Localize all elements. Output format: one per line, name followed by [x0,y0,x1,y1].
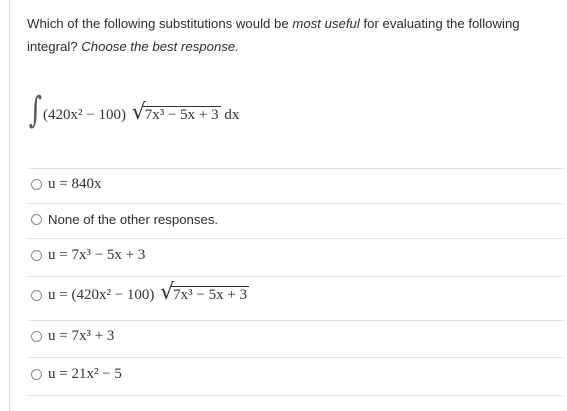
divider [27,238,563,239]
radio-button[interactable] [31,290,42,301]
option-label: u = 7x³ − 5x + 3 [48,246,146,263]
integrand-radicand: 7x³ − 5x + 3 [144,107,219,123]
question-prompt-end: for evaluating the following integral? [27,16,520,54]
option-label-radicand: 7x³ − 5x + 3 [173,287,248,303]
divider [27,320,563,321]
option-label: None of the other responses. [48,211,219,227]
divider [27,168,563,169]
question-emphasis: most useful [292,16,360,31]
radical-icon: √ [160,280,175,305]
integrand-factor: (420x² − 100) [43,107,126,123]
radio-button[interactable] [31,331,42,342]
question-card [9,0,565,411]
option-label: u = 7x³ + 3 [48,327,115,344]
integral-expression [26,90,426,136]
radio-button[interactable] [31,369,42,380]
option-label-prefix: u = (420x² − 100) [48,287,155,303]
question-instruction: Choose the best response. [81,39,239,54]
integral-sign-icon: ∫ [28,90,42,131]
option-label: u = 840x [48,175,102,192]
option-5[interactable] [27,322,563,350]
option-3[interactable] [27,241,563,269]
option-2[interactable] [27,205,563,233]
divider [27,276,563,277]
integrand [43,100,240,125]
square-root [131,100,221,125]
option-6[interactable] [27,360,563,388]
radical-icon: √ [131,100,146,125]
option-1[interactable] [27,170,563,198]
question-text [27,12,557,58]
radio-button[interactable] [31,250,42,261]
integrand-differential: dx [224,107,240,123]
option-4[interactable] [27,281,563,309]
divider [27,357,563,358]
option-label: u = 21x² − 5 [48,365,122,382]
radio-button[interactable] [31,179,42,190]
divider [27,203,563,204]
divider [27,395,563,396]
question-prompt: Which of the following substitutions would be [27,16,293,31]
square-root [160,280,249,305]
radio-button[interactable] [31,214,42,225]
option-label [48,280,249,305]
